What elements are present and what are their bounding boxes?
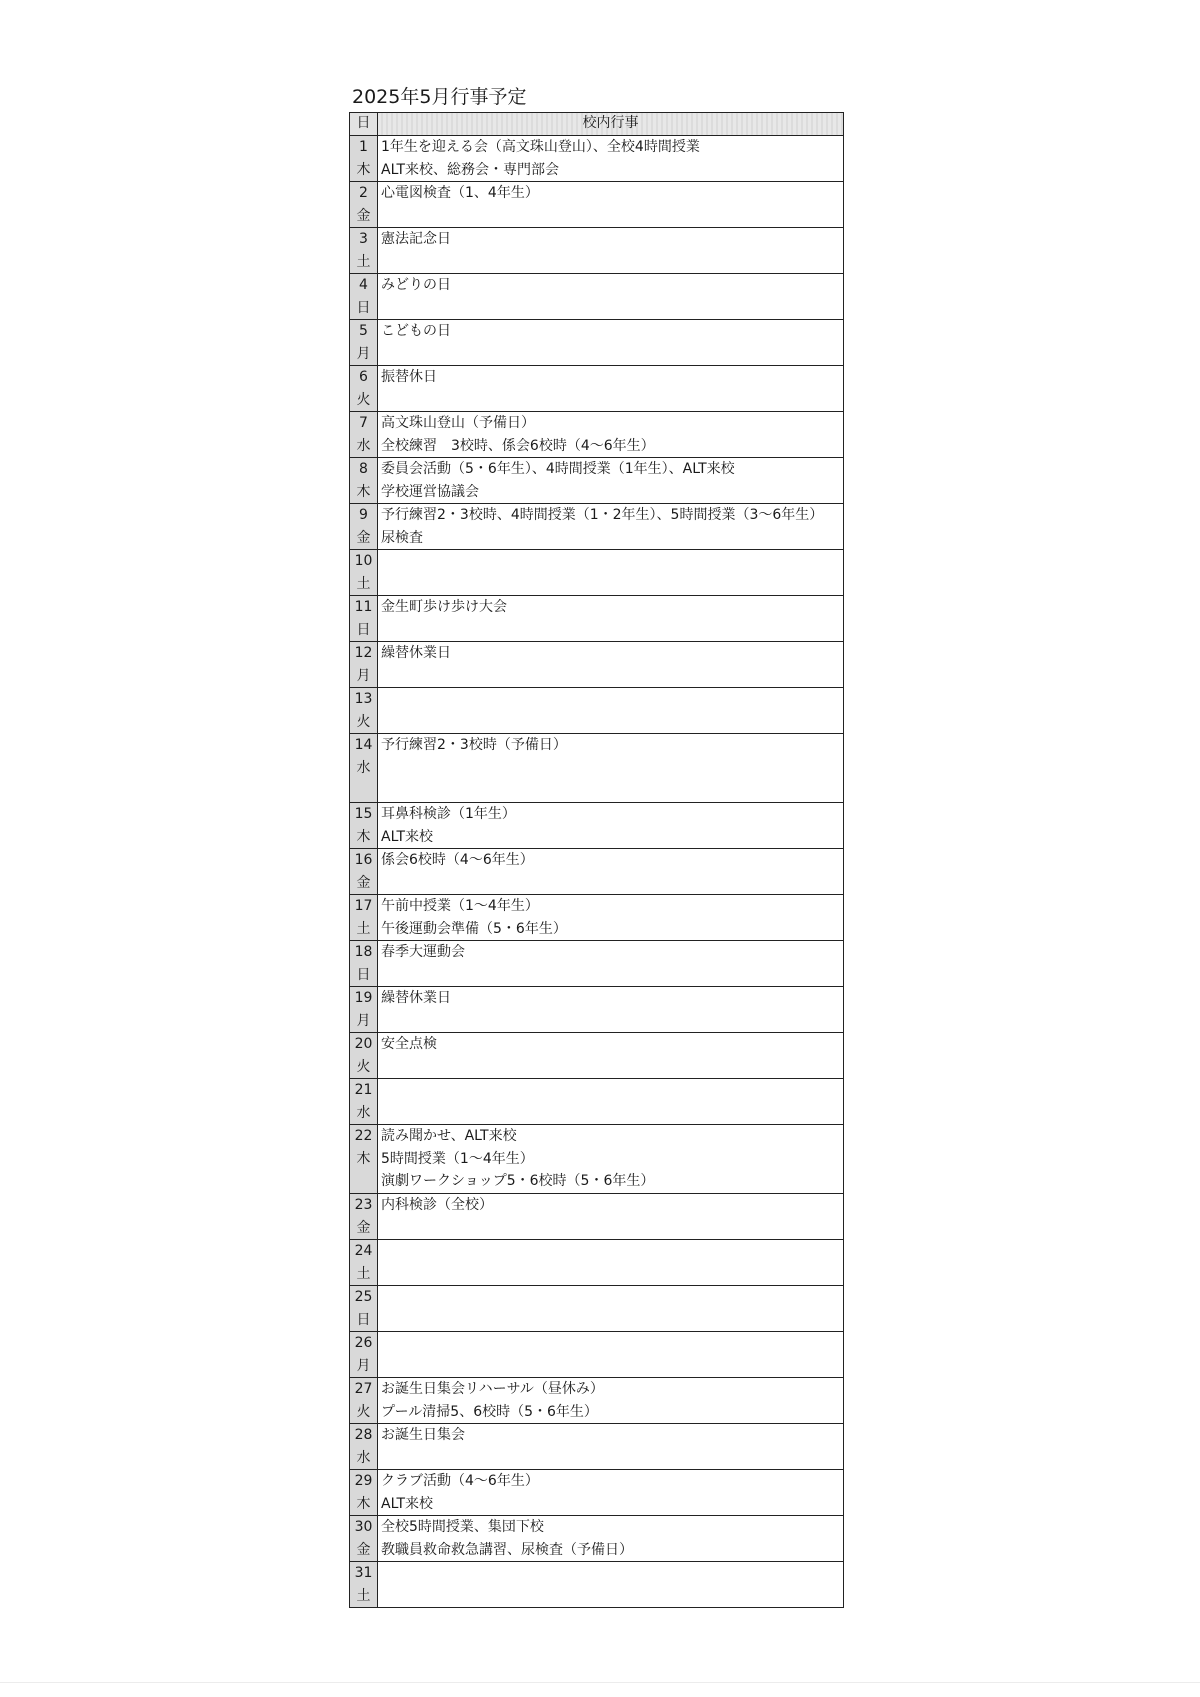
events-cell — [378, 274, 843, 319]
table-row — [350, 1331, 843, 1377]
day-number: 27 — [354, 1381, 373, 1397]
events-cell — [378, 412, 843, 457]
events-cell — [378, 1194, 843, 1239]
table-row — [350, 1469, 843, 1515]
event-item: 耳鼻科検診（1年生） — [381, 806, 516, 822]
day-weekday: 木 — [356, 1150, 371, 1167]
day-number: 19 — [354, 990, 373, 1006]
day-cell — [350, 1516, 378, 1561]
table-row — [350, 1032, 843, 1078]
table-row — [350, 940, 843, 986]
event-item: 繰替休業日 — [381, 645, 451, 661]
day-cell — [350, 458, 378, 503]
day-number: 4 — [359, 277, 368, 293]
day-cell — [350, 1332, 378, 1377]
day-number: 24 — [354, 1243, 373, 1259]
table-row — [350, 595, 843, 641]
day-weekday: 火 — [356, 713, 371, 730]
table-row — [350, 273, 843, 319]
event-item: 心電図検査（1、4年生） — [381, 185, 539, 201]
table-row — [350, 503, 843, 549]
day-cell — [350, 642, 378, 687]
table-header — [350, 113, 843, 135]
day-number: 14 — [354, 737, 373, 753]
event-item: 演劇ワークショップ5・6校時（5・6年生） — [381, 1173, 655, 1189]
day-cell — [350, 734, 378, 802]
table-row — [350, 1078, 843, 1124]
day-cell — [350, 136, 378, 181]
scan-edge-line — [0, 1682, 1200, 1683]
day-number: 18 — [354, 944, 373, 960]
schedule-table — [349, 112, 844, 1608]
table-row — [350, 227, 843, 273]
table-row — [350, 848, 843, 894]
day-weekday: 日 — [356, 966, 371, 983]
day-weekday: 土 — [356, 920, 371, 937]
events-cell — [378, 1125, 843, 1193]
event-item: 委員会活動（5・6年生）、4時間授業（1年生）、ALT来校 — [381, 461, 735, 477]
event-item: ALT来校 — [381, 828, 434, 845]
events-cell — [378, 1079, 843, 1124]
day-weekday: 木 — [356, 161, 371, 178]
day-weekday: 月 — [356, 667, 371, 684]
table-row — [350, 641, 843, 687]
event-item: みどりの日 — [381, 277, 451, 293]
events-cell — [378, 895, 843, 940]
table-row — [350, 733, 843, 802]
table-row — [350, 1561, 843, 1607]
day-cell — [350, 1286, 378, 1331]
events-cell — [378, 803, 843, 848]
events-cell — [378, 849, 843, 894]
table-row — [350, 135, 843, 181]
day-cell — [350, 1240, 378, 1285]
events-cell — [378, 1033, 843, 1078]
day-cell — [350, 320, 378, 365]
table-row — [350, 986, 843, 1032]
day-number: 20 — [354, 1036, 373, 1052]
day-number: 3 — [359, 231, 368, 247]
day-weekday: 水 — [356, 437, 371, 454]
event-item: 憲法記念日 — [381, 231, 451, 247]
event-item: 安全点検 — [381, 1036, 437, 1052]
event-item: 予行練習2・3校時、4時間授業（1・2年生）、5時間授業（3～6年生） — [381, 507, 824, 523]
day-weekday: 日 — [356, 299, 371, 316]
event-item: 金生町歩け歩け大会 — [381, 599, 507, 615]
events-cell — [378, 642, 843, 687]
table-row — [350, 1515, 843, 1561]
day-weekday: 月 — [356, 345, 371, 362]
events-cell — [378, 1424, 843, 1469]
day-number: 11 — [354, 599, 373, 615]
event-item: 学校運営協議会 — [381, 483, 479, 500]
day-cell — [350, 1562, 378, 1607]
table-row — [350, 319, 843, 365]
day-weekday: 木 — [356, 1495, 371, 1512]
day-weekday: 日 — [356, 621, 371, 638]
event-item: お誕生日集会リハーサル（昼休み） — [381, 1381, 604, 1397]
event-item: 1年生を迎える会（高文珠山登山）、全校4時間授業 — [381, 139, 700, 155]
event-item: クラブ活動（4～6年生） — [381, 1473, 539, 1489]
day-number: 22 — [354, 1128, 373, 1144]
day-number: 7 — [359, 415, 368, 431]
day-weekday: 水 — [356, 1449, 371, 1466]
events-cell — [378, 366, 843, 411]
day-number: 16 — [354, 852, 373, 868]
event-item: 予行練習2・3校時（予備日） — [381, 737, 567, 753]
day-weekday: 水 — [356, 759, 371, 776]
day-cell — [350, 1194, 378, 1239]
schedule-rows — [350, 135, 843, 1607]
events-cell — [378, 550, 843, 595]
day-number: 2 — [359, 185, 368, 201]
events-cell — [378, 228, 843, 273]
day-cell — [350, 941, 378, 986]
day-weekday: 金 — [356, 874, 371, 891]
day-weekday: 土 — [356, 253, 371, 270]
day-cell — [350, 1033, 378, 1078]
table-row — [350, 411, 843, 457]
day-weekday: 火 — [356, 1058, 371, 1075]
day-weekday: 火 — [356, 391, 371, 408]
event-item: 内科検診（全校） — [381, 1197, 493, 1213]
day-cell — [350, 803, 378, 848]
day-number: 15 — [354, 806, 373, 822]
day-cell — [350, 550, 378, 595]
day-number: 21 — [354, 1082, 373, 1098]
day-cell — [350, 228, 378, 273]
day-number: 25 — [354, 1289, 373, 1305]
day-number: 9 — [359, 507, 368, 523]
day-number: 17 — [354, 898, 373, 914]
events-cell — [378, 941, 843, 986]
event-item: 午後運動会準備（5・6年生） — [381, 920, 567, 937]
day-number: 26 — [354, 1335, 373, 1351]
day-weekday: 木 — [356, 828, 371, 845]
day-weekday: 木 — [356, 483, 371, 500]
day-weekday: 土 — [356, 1265, 371, 1282]
events-cell — [378, 987, 843, 1032]
event-item: ALT来校 — [381, 1495, 434, 1512]
page-title: 2025年5月行事予定 — [352, 86, 527, 108]
events-cell — [378, 1240, 843, 1285]
events-cell — [378, 458, 843, 503]
events-cell — [378, 596, 843, 641]
day-number: 30 — [354, 1519, 373, 1535]
day-cell — [350, 366, 378, 411]
day-cell — [350, 849, 378, 894]
events-cell — [378, 136, 843, 181]
day-number: 28 — [354, 1427, 373, 1443]
event-item: 午前中授業（1～4年生） — [381, 898, 539, 914]
day-cell — [350, 412, 378, 457]
day-cell — [350, 274, 378, 319]
event-item: 尿検査 — [381, 529, 423, 546]
events-cell — [378, 1470, 843, 1515]
day-number: 6 — [359, 369, 368, 385]
day-number: 1 — [359, 139, 368, 155]
event-item: ALT来校、総務会・専門部会 — [381, 161, 560, 178]
day-weekday: 火 — [356, 1403, 371, 1420]
day-weekday: 水 — [356, 1104, 371, 1121]
table-row — [350, 894, 843, 940]
event-item: 春季大運動会 — [381, 944, 465, 960]
day-cell — [350, 182, 378, 227]
day-cell — [350, 1079, 378, 1124]
day-cell — [350, 1378, 378, 1423]
table-row — [350, 1285, 843, 1331]
event-item: プール清掃5、6校時（5・6年生） — [381, 1403, 598, 1420]
table-row — [350, 181, 843, 227]
event-item: こどもの日 — [381, 323, 451, 339]
day-cell — [350, 688, 378, 733]
event-item: 5時間授業（1～4年生） — [381, 1150, 534, 1167]
table-row — [350, 1423, 843, 1469]
day-number: 8 — [359, 461, 368, 477]
events-cell — [378, 320, 843, 365]
event-item: 係会6校時（4～6年生） — [381, 852, 534, 868]
day-number: 29 — [354, 1473, 373, 1489]
day-weekday: 金 — [356, 1219, 371, 1236]
day-weekday: 土 — [356, 1587, 371, 1604]
table-row — [350, 365, 843, 411]
event-item: 高文珠山登山（予備日） — [381, 415, 535, 431]
events-cell — [378, 504, 843, 549]
day-cell — [350, 1424, 378, 1469]
table-row — [350, 1124, 843, 1193]
day-weekday: 金 — [356, 207, 371, 224]
event-item: 繰替休業日 — [381, 990, 451, 1006]
events-cell — [378, 688, 843, 733]
day-cell — [350, 1125, 378, 1193]
day-number: 10 — [354, 553, 373, 569]
table-row — [350, 457, 843, 503]
day-weekday: 金 — [356, 529, 371, 546]
day-weekday: 月 — [356, 1012, 371, 1029]
event-item: 全校5時間授業、集団下校 — [381, 1519, 544, 1535]
events-cell — [378, 734, 843, 802]
event-item: 振替休日 — [381, 369, 437, 385]
events-cell — [378, 1516, 843, 1561]
day-weekday: 日 — [356, 1311, 371, 1328]
day-number: 5 — [359, 323, 368, 339]
day-cell — [350, 987, 378, 1032]
day-cell — [350, 596, 378, 641]
event-item: お誕生日集会 — [381, 1427, 465, 1443]
table-row — [350, 1377, 843, 1423]
day-cell — [350, 1470, 378, 1515]
events-cell — [378, 1286, 843, 1331]
day-number: 12 — [354, 645, 373, 661]
day-number: 13 — [354, 691, 373, 707]
table-row — [350, 549, 843, 595]
day-number: 23 — [354, 1197, 373, 1213]
event-item: 全校練習 3校時、係会6校時（4～6年生） — [381, 437, 655, 454]
events-cell — [378, 1562, 843, 1607]
header-events: 校内行事 — [378, 113, 843, 135]
table-row — [350, 687, 843, 733]
table-row — [350, 1239, 843, 1285]
table-row — [350, 1193, 843, 1239]
day-number: 31 — [354, 1565, 373, 1581]
day-weekday: 土 — [356, 575, 371, 592]
table-row — [350, 802, 843, 848]
day-cell — [350, 895, 378, 940]
events-cell — [378, 1378, 843, 1423]
events-cell — [378, 182, 843, 227]
day-cell — [350, 504, 378, 549]
events-cell — [378, 1332, 843, 1377]
event-item: 教職員救命救急講習、尿検査（予備日） — [381, 1541, 633, 1558]
day-weekday: 金 — [356, 1541, 371, 1558]
event-item: 読み聞かせ、ALT来校 — [381, 1128, 517, 1144]
day-weekday: 月 — [356, 1357, 371, 1374]
header-day: 日 — [350, 113, 378, 135]
